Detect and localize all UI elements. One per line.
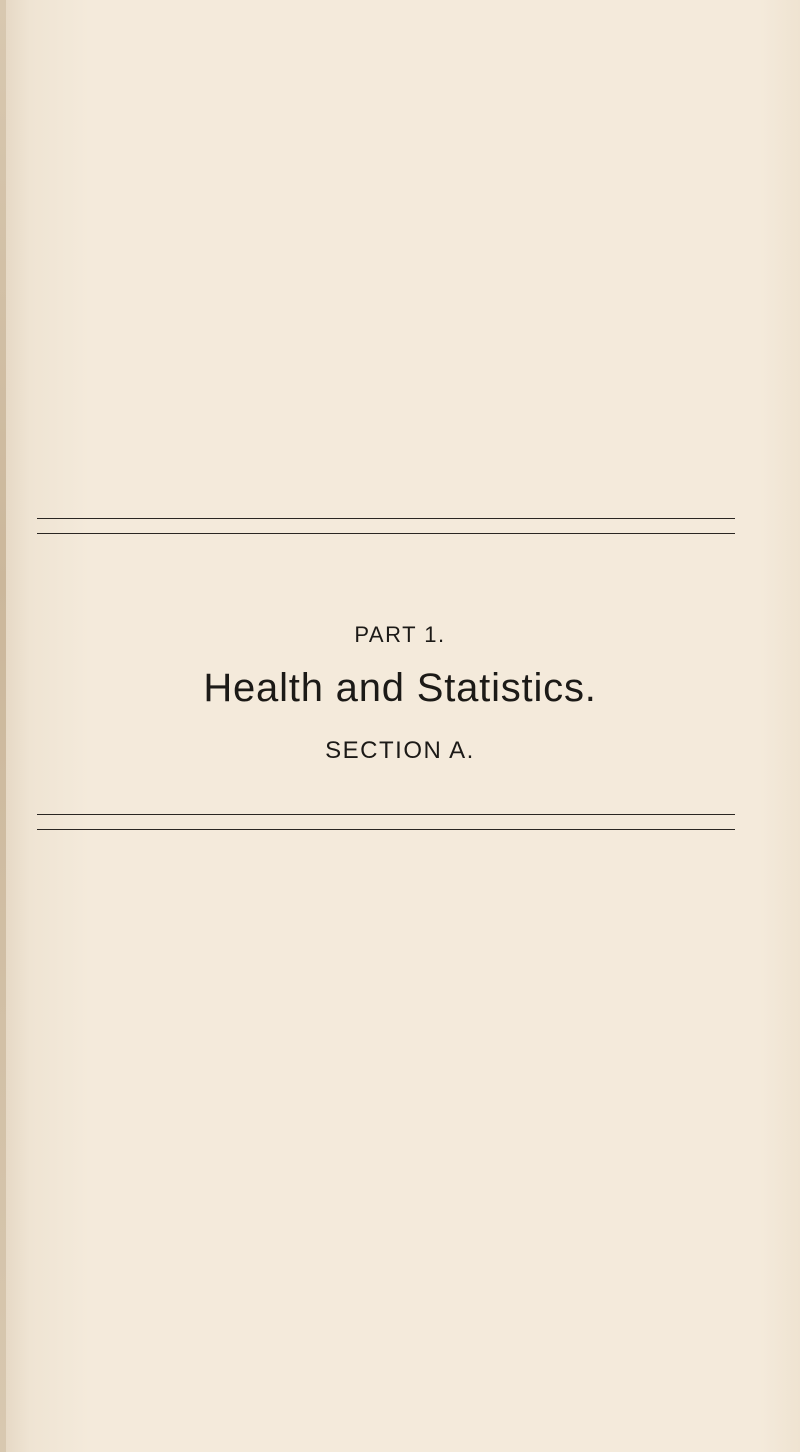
part-label: PART 1. — [354, 622, 446, 647]
section-label: SECTION A. — [325, 737, 475, 764]
rule-line — [37, 518, 735, 519]
rule-line — [37, 829, 735, 830]
rule-line — [37, 533, 735, 534]
rule-line — [37, 814, 735, 815]
top-double-rule — [37, 518, 735, 534]
bottom-double-rule — [37, 814, 735, 830]
page-title: Health and Statistics. — [203, 666, 597, 710]
page-binding-edge — [0, 0, 6, 1452]
